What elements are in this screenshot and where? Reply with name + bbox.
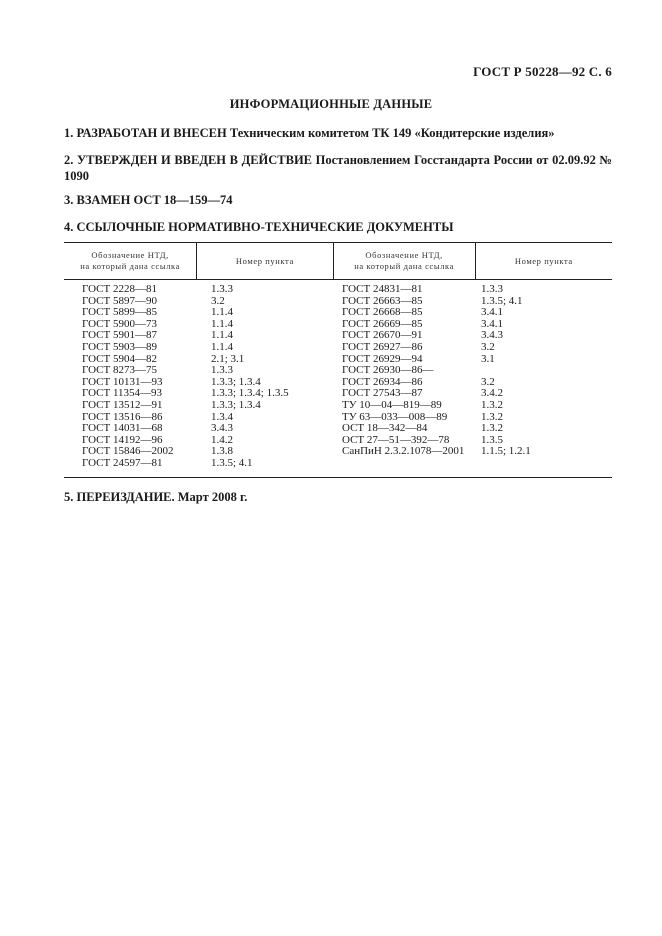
table-cell-designation: ГОСТ 26929—94 bbox=[342, 352, 423, 365]
header-designation-line1: Обозначение НТД, bbox=[91, 250, 169, 260]
table-cell-designation: ОСТ 27—51—392—78 bbox=[342, 433, 450, 446]
table-cell-designation: ГОСТ 5904—82 bbox=[82, 352, 157, 365]
column-right-clause bbox=[475, 284, 612, 470]
table-cell-designation: ГОСТ 24831—81 bbox=[342, 283, 423, 295]
page-header: ГОСТ Р 50228—92 С. 6 bbox=[473, 64, 612, 79]
table-cell-clause: 1.3.2 bbox=[481, 422, 503, 435]
column-left-designation bbox=[64, 284, 197, 470]
table-cell-clause: 1.3.5; 4.1 bbox=[481, 294, 523, 307]
table-cell-designation: ГОСТ 5900—73 bbox=[82, 317, 157, 330]
table-cell-clause: 1.1.4 bbox=[211, 317, 233, 330]
column-left-clause bbox=[197, 284, 333, 470]
table-cell-designation: ГОСТ 5901—87 bbox=[82, 329, 157, 342]
header-clause-right: Номер пункта bbox=[475, 243, 612, 279]
table-cell-clause: 1.3.4 bbox=[211, 410, 233, 423]
section-replaces: 3. ВЗАМЕН ОСТ 18—159—74 bbox=[64, 193, 233, 207]
table-cell-clause: 1.3.3 bbox=[481, 283, 503, 295]
table-cell-designation: ГОСТ 11354—93 bbox=[82, 387, 163, 400]
table-cell-designation: ГОСТ 5903—89 bbox=[82, 340, 157, 353]
table-cell-designation: ГОСТ 27543—87 bbox=[342, 387, 423, 400]
table-cell-designation: ОСТ 18—342—84 bbox=[342, 422, 428, 435]
header-designation-right bbox=[333, 243, 475, 279]
table-cell-clause: 1.4.2 bbox=[211, 433, 233, 446]
section-developed: 1. РАЗРАБОТАН И ВНЕСЕН Техническим комитетом ТК 149 «Кондитерские изделия» bbox=[64, 126, 555, 140]
table-cell-clause: 1.3.8 bbox=[211, 445, 233, 458]
table-cell-clause: 1.3.3 bbox=[211, 283, 233, 295]
table-cell-clause: 1.3.3 bbox=[211, 364, 233, 377]
table-cell-clause: 3.2 bbox=[481, 375, 495, 388]
table-cell-clause: 1.3.2 bbox=[481, 410, 503, 423]
table-cell-clause: 3.4.2 bbox=[481, 387, 503, 400]
header-designation-line1: Обозначение НТД, bbox=[365, 250, 443, 260]
table-cell-clause: 1.1.4 bbox=[211, 340, 233, 353]
table-cell-designation: ГОСТ 2228—81 bbox=[82, 283, 157, 295]
table-cell-clause: 1.3.5; 4.1 bbox=[211, 456, 253, 469]
table-cell-clause: 1.3.3; 1.3.4 bbox=[211, 375, 261, 388]
table-cell-clause: 1.1.5; 1.2.1 bbox=[481, 445, 531, 458]
table-cell-designation: ГОСТ 14192—96 bbox=[82, 433, 163, 446]
table-cell-clause: 3.4.1 bbox=[481, 317, 503, 330]
table-cell-designation: ГОСТ 26934—86 bbox=[342, 375, 423, 388]
table-cell-clause: 1.3.3; 1.3.4; 1.3.5 bbox=[211, 387, 289, 400]
table-cell-clause: 3.4.3 bbox=[211, 422, 233, 435]
table-cell-designation: ГОСТ 24597—81 bbox=[82, 456, 163, 469]
references-table bbox=[64, 242, 612, 478]
page-title: ИНФОРМАЦИОННЫЕ ДАННЫЕ bbox=[229, 97, 433, 111]
header-designation-line2: на который дана ссылка bbox=[354, 261, 455, 271]
table-cell-designation: ГОСТ 26669—85 bbox=[342, 317, 423, 330]
table-cell-clause: 3.2 bbox=[211, 294, 225, 307]
table-cell-designation: ГОСТ 5899—85 bbox=[82, 306, 157, 319]
header-clause-left: Номер пункта bbox=[196, 243, 332, 279]
table-cell-clause: 3.2 bbox=[481, 340, 495, 353]
table-cell-designation: ГОСТ 13516—86 bbox=[82, 410, 163, 423]
table-cell-designation: СанПиН 2.3.2.1078—2001 bbox=[342, 445, 465, 458]
table-cell-designation: ГОСТ 10131—93 bbox=[82, 375, 163, 388]
table-cell-clause: 1.1.4 bbox=[211, 329, 233, 342]
table-cell-clause: 1.3.3; 1.3.4 bbox=[211, 398, 261, 411]
table-cell-clause: 1.1.4 bbox=[211, 306, 233, 319]
table-cell-designation: ТУ 63—033—008—89 bbox=[342, 410, 448, 423]
table-cell-designation: ТУ 10—04—819—89 bbox=[342, 398, 442, 411]
table-cell-clause bbox=[481, 365, 612, 377]
table-cell-designation: ГОСТ 15846—2002 bbox=[82, 445, 174, 458]
table-header bbox=[64, 243, 612, 280]
table-cell-clause: 3.4.3 bbox=[481, 329, 503, 342]
column-right-designation bbox=[333, 284, 475, 470]
table-cell-designation: ГОСТ 26927—86 bbox=[342, 340, 423, 353]
table-cell-clause: 2.1; 3.1 bbox=[211, 352, 245, 365]
table-cell-designation: ГОСТ 5897—90 bbox=[82, 294, 157, 307]
table-cell-designation: ГОСТ 14031—68 bbox=[82, 422, 163, 435]
table-body bbox=[64, 280, 612, 477]
table-cell-designation: ГОСТ 13512—91 bbox=[82, 398, 163, 411]
table-cell-clause: 3.4.1 bbox=[481, 306, 503, 319]
table-cell-designation: ГОСТ 26930—86— bbox=[342, 364, 434, 377]
header-designation-left bbox=[64, 243, 196, 279]
table-cell-designation: ГОСТ 26668—85 bbox=[342, 306, 423, 319]
table-cell-clause: 1.3.5 bbox=[481, 433, 503, 446]
table-cell-designation: ГОСТ 8273—75 bbox=[82, 364, 157, 377]
table-cell-designation: ГОСТ 26663—85 bbox=[342, 294, 423, 307]
section-references: 4. ССЫЛОЧНЫЕ НОРМАТИВНО-ТЕХНИЧЕСКИЕ ДОКУМЕНТЫ bbox=[64, 220, 454, 234]
table-cell-clause: 1.3.2 bbox=[481, 398, 503, 411]
section-approved: 2. УТВЕРЖДЕН И ВВЕДЕН В ДЕЙСТВИЕ Постановлением Госстандарта России от 02.09.92 № 1090 bbox=[64, 153, 612, 183]
section-reissue: 5. ПЕРЕИЗДАНИЕ. Март 2008 г. bbox=[64, 490, 248, 504]
table-cell-designation: ГОСТ 26670—91 bbox=[342, 329, 423, 342]
header-designation-line2: на который дана ссылка bbox=[80, 261, 181, 271]
table-cell-clause: 3.1 bbox=[481, 352, 495, 365]
